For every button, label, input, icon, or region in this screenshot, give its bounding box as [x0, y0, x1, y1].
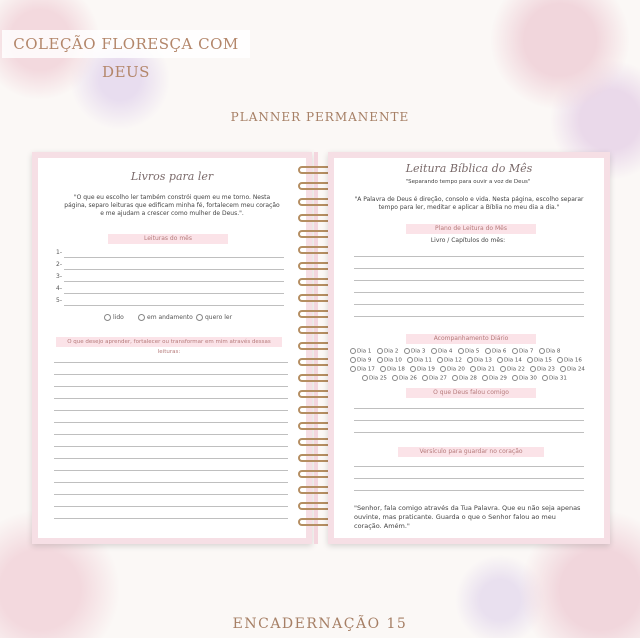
- day-checkbox[interactable]: Dia 1: [350, 348, 371, 355]
- book-number: 4-: [56, 285, 62, 292]
- book-number: 5-: [56, 297, 62, 304]
- book-number: 3-: [56, 273, 62, 280]
- book-line[interactable]: [64, 257, 284, 258]
- god-spoke-label: O que Deus falou comigo: [406, 388, 536, 398]
- day-checkbox[interactable]: Dia 13: [467, 357, 492, 364]
- day-checkbox[interactable]: Dia 6: [485, 348, 506, 355]
- day-checkbox[interactable]: Dia 25: [362, 375, 387, 382]
- brand-title: COLEÇÃO FLORESÇA COM DEUS: [2, 30, 250, 58]
- writing-line[interactable]: [54, 506, 288, 507]
- book-number: 1-: [56, 249, 62, 256]
- writing-line[interactable]: [54, 410, 288, 411]
- right-page-quote: "A Palavra de Deus é direção, consolo e vida. Nesta página, escolho separar tempo para ler, meditar e aplicar a Bíblia no meu dia a dia.": [354, 196, 584, 211]
- left-page-title: Livros para ler: [130, 170, 214, 183]
- book-line[interactable]: [64, 269, 284, 270]
- day-checkbox[interactable]: Dia 11: [407, 357, 432, 364]
- day-checkbox[interactable]: Dia 22: [500, 366, 525, 373]
- writing-line[interactable]: [354, 316, 584, 317]
- day-checkbox[interactable]: Dia 18: [380, 366, 405, 373]
- right-page-subtitle: "Separando tempo para ouvir a voz de Deus": [405, 179, 531, 185]
- writing-line[interactable]: [354, 466, 584, 467]
- writing-line[interactable]: [54, 386, 288, 387]
- binding-caption: ENCADERNAÇÃO 15: [232, 616, 408, 632]
- writing-line[interactable]: [354, 268, 584, 269]
- day-checkbox[interactable]: Dia 28: [452, 375, 477, 382]
- book-line[interactable]: [64, 305, 284, 306]
- writing-line[interactable]: [54, 518, 288, 519]
- writing-line[interactable]: [354, 280, 584, 281]
- right-page-title: Leitura Bíblica do Mês: [405, 162, 533, 175]
- day-checkbox[interactable]: Dia 19: [410, 366, 435, 373]
- writing-line[interactable]: [354, 478, 584, 479]
- writing-line[interactable]: [354, 304, 584, 305]
- writing-line[interactable]: [54, 482, 288, 483]
- day-checkbox[interactable]: Dia 14: [497, 357, 522, 364]
- writing-line[interactable]: [54, 362, 288, 363]
- writing-line[interactable]: [54, 470, 288, 471]
- writing-line[interactable]: [354, 432, 584, 433]
- verse-label: Versículo para guardar no coração: [398, 447, 544, 457]
- writing-line[interactable]: [354, 256, 584, 257]
- product-subtitle: PLANNER PERMANENTE: [230, 110, 410, 124]
- writing-line[interactable]: [354, 490, 584, 491]
- day-checkbox[interactable]: Dia 26: [392, 375, 417, 382]
- day-checkbox[interactable]: Dia 3: [404, 348, 425, 355]
- books-chapters-label: Livro / Capítulos do mês:: [430, 237, 506, 244]
- day-checkbox[interactable]: Dia 29: [482, 375, 507, 382]
- writing-line[interactable]: [354, 420, 584, 421]
- daily-tracking-label: Acompanhamento Diário: [406, 334, 536, 344]
- writing-line[interactable]: [54, 458, 288, 459]
- left-page: [32, 152, 312, 544]
- book-line[interactable]: [64, 281, 284, 282]
- day-checkbox[interactable]: Dia 21: [470, 366, 495, 373]
- monthly-reads-label: Leituras do mês: [108, 234, 228, 244]
- reading-plan-label: Plano de Leitura do Mês: [406, 224, 536, 234]
- day-checkbox[interactable]: Dia 24: [560, 366, 585, 373]
- day-checkbox[interactable]: Dia 23: [530, 366, 555, 373]
- writing-line[interactable]: [54, 398, 288, 399]
- book-line[interactable]: [64, 293, 284, 294]
- day-checkbox[interactable]: Dia 5: [458, 348, 479, 355]
- day-checkbox[interactable]: Dia 27: [422, 375, 447, 382]
- book-number: 2-: [56, 261, 62, 268]
- writing-line[interactable]: [354, 292, 584, 293]
- status-option-in-progress[interactable]: em andamento: [138, 314, 193, 321]
- day-checkbox[interactable]: Dia 10: [377, 357, 402, 364]
- writing-line[interactable]: [54, 422, 288, 423]
- day-checkbox[interactable]: Dia 9: [350, 357, 371, 364]
- writing-line[interactable]: [54, 374, 288, 375]
- day-checkbox[interactable]: Dia 7: [512, 348, 533, 355]
- day-checkbox[interactable]: Dia 15: [527, 357, 552, 364]
- status-option-read[interactable]: lido: [104, 314, 124, 321]
- day-checkbox[interactable]: Dia 12: [437, 357, 462, 364]
- writing-line[interactable]: [354, 408, 584, 409]
- writing-line[interactable]: [54, 494, 288, 495]
- writing-line[interactable]: [54, 446, 288, 447]
- writing-line[interactable]: [54, 434, 288, 435]
- right-page: [328, 152, 610, 544]
- day-checkbox[interactable]: Dia 30: [512, 375, 537, 382]
- day-checkbox[interactable]: Dia 4: [431, 348, 452, 355]
- day-checkbox[interactable]: Dia 2: [377, 348, 398, 355]
- closing-prayer: "Senhor, fala comigo através da Tua Palavra. Que eu não seja apenas ouvinte, mas praticante. Guarda o que o Senhor falou ao meu coração. Amém.": [354, 504, 581, 530]
- learning-goals-label: O que desejo aprender, fortalecer ou transformar em mim através dessas leituras:: [56, 337, 282, 347]
- day-checkbox[interactable]: Dia 31: [542, 375, 567, 382]
- status-option-want-to-read[interactable]: quero ler: [196, 314, 232, 321]
- day-checkbox[interactable]: Dia 16: [557, 357, 582, 364]
- day-checkbox[interactable]: Dia 17: [350, 366, 375, 373]
- day-checkbox[interactable]: Dia 8: [539, 348, 560, 355]
- day-checkbox[interactable]: Dia 20: [440, 366, 465, 373]
- left-page-quote: "O que eu escolho ler também constrói quem eu me torno. Nesta página, separo leituras que edificam minha fé, fortalecem meu coração e me ajudam a crescer como mulher de Deus.".: [64, 194, 280, 217]
